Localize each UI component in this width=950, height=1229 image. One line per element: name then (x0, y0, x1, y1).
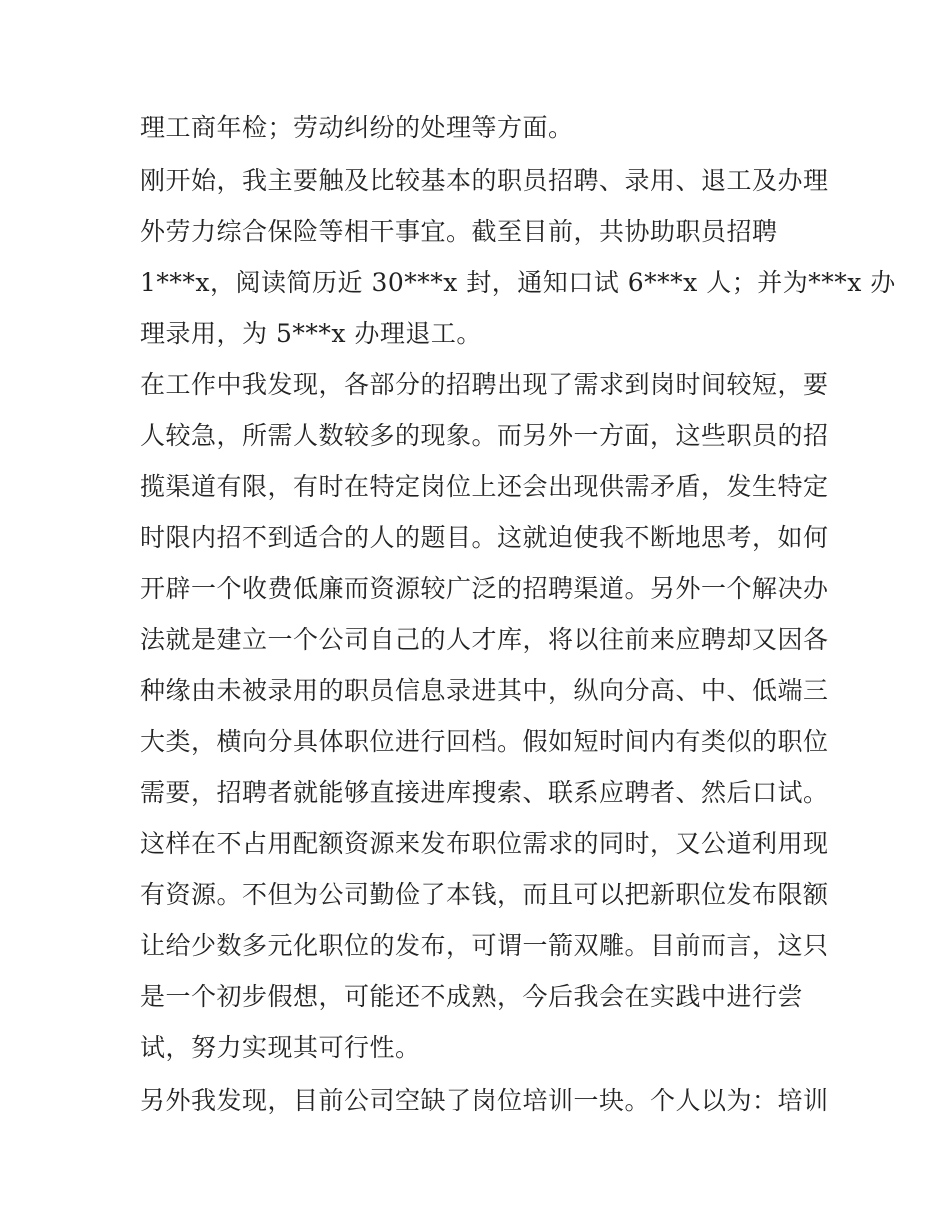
text-line: 是一个初步假想，可能还不成熟，今后我会在实践中进行尝 (140, 982, 804, 1011)
text-line: 人较急，所需人数较多的现象。而另外一方面，这些职员的招 (140, 421, 829, 450)
text-line: 开辟一个收费低廉而资源较广泛的招聘渠道。另外一个解决办 (140, 574, 829, 603)
text-line: 需要，招聘者就能够直接进库搜索、联系应聘者、然后口试。 (140, 778, 829, 807)
text-line: 理录用，为 5***x 办理退工。 (140, 319, 482, 348)
text-line: 让给少数多元化职位的发布，可谓一箭双雕。目前而言，这只 (140, 931, 829, 960)
text-line: 试，努力实现其可行性。 (140, 1033, 421, 1062)
text-line: 1***x，阅读简历近 30***x 封，通知口试 6***x 人；并为***x 办 (140, 268, 896, 297)
text-line: 刚开始，我主要触及比较基本的职员招聘、录用、退工及办理 (140, 166, 829, 195)
text-line: 理工商年检；劳动纠纷的处理等方面。 (140, 113, 574, 142)
text-line: 大类，横向分具体职位进行回档。假如短时间内有类似的职位 (140, 727, 829, 756)
text-line: 种缘由未被录用的职员信息录进其中，纵向分高、中、低端三 (140, 676, 829, 705)
text-line: 这样在不占用配额资源来发布职位需求的同时，又公道利用现 (140, 829, 829, 858)
text-line: 法就是建立一个公司自己的人才库，将以往前来应聘却又因各 (140, 625, 829, 654)
text-line: 另外我发现，目前公司空缺了岗位培训一块。个人以为：培训 (140, 1086, 829, 1115)
text-line: 外劳力综合保险等相干事宜。截至目前，共协助职员招聘 (140, 217, 778, 246)
text-line: 在工作中我发现，各部分的招聘出现了需求到岗时间较短，要 (140, 370, 829, 399)
text-line: 有资源。不但为公司勤俭了本钱，而且可以把新职位发布限额 (140, 880, 829, 909)
text-line: 揽渠道有限，有时在特定岗位上还会出现供需矛盾，发生特定 (140, 472, 829, 501)
text-line: 时限内招不到适合的人的题目。这就迫使我不断地思考，如何 (140, 523, 829, 552)
